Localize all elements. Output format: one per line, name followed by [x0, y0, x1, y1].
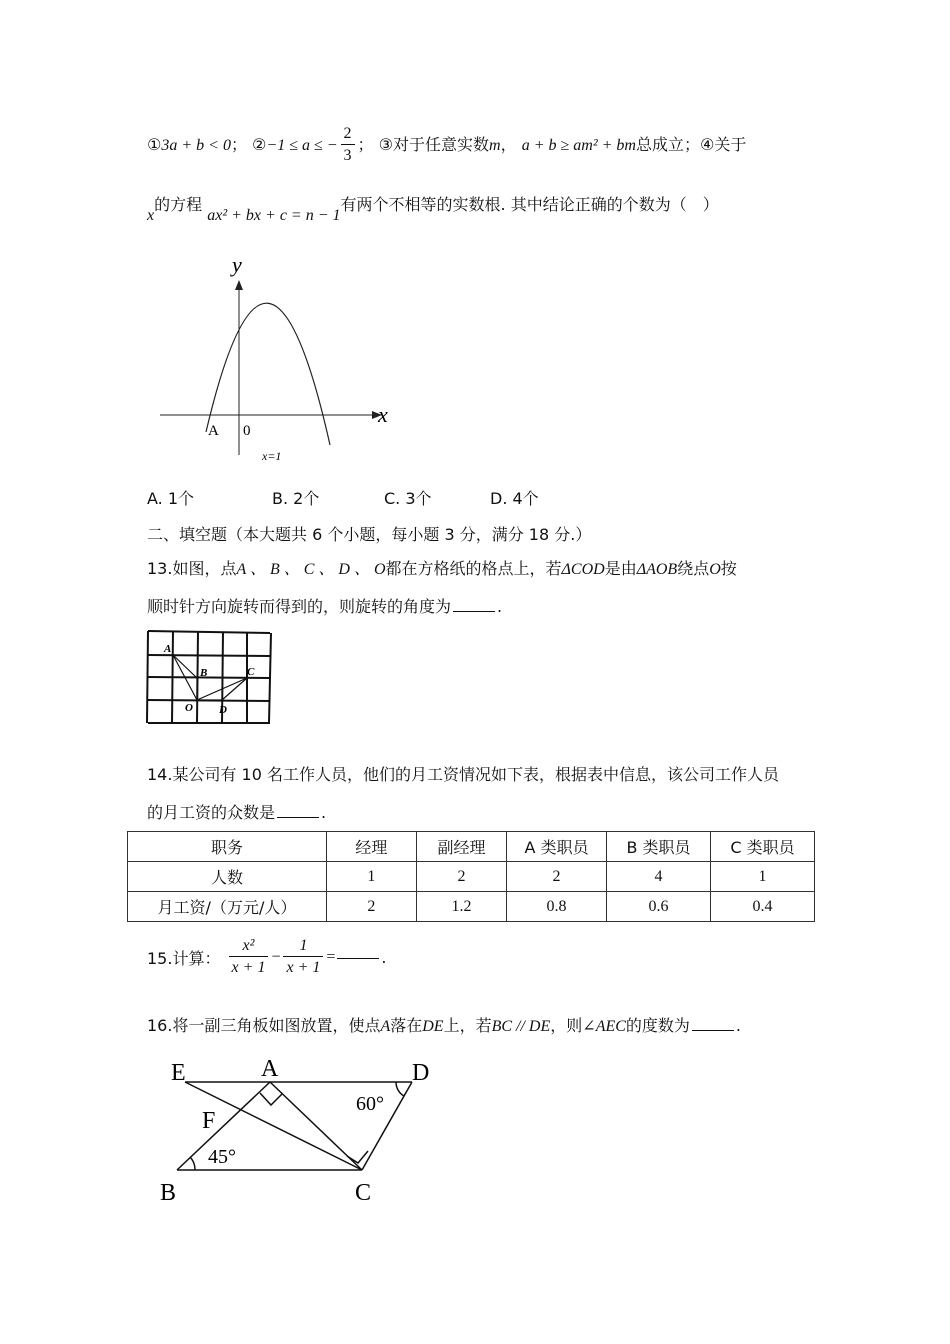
q12-stmt2-fraction: [341, 124, 355, 167]
grid-label-o: O: [185, 702, 193, 714]
table-header-row: [128, 832, 815, 862]
label-b: B: [160, 1180, 177, 1206]
q15-equals: =: [326, 948, 336, 966]
grid-label-b: B: [200, 667, 208, 679]
q13-pt: O: [709, 561, 721, 578]
q13-line2: [147, 594, 502, 617]
q12-stmt2-left: −1 ≤ a ≤ −: [266, 137, 338, 154]
q13-line1: [147, 556, 737, 579]
table-cell: 2: [416, 862, 506, 892]
section-heading: 二、填空题（本大题共 6 个小题，每小题 3 分，满分 18 分.）: [147, 525, 592, 544]
table-row: [128, 892, 815, 922]
q12-sep1: ；: [230, 135, 247, 154]
label-e: E: [171, 1060, 186, 1086]
q16-pt-a: A: [380, 1018, 391, 1035]
q12-option-b[interactable]: B. 2个: [272, 489, 320, 508]
table-row: [128, 862, 815, 892]
q15-label: 15.计算：: [147, 949, 221, 968]
q15-period: .: [381, 948, 387, 967]
q13-text-line2: 顺时针方向旋转而得到的，则旋转的角度为: [147, 597, 452, 616]
q15-den2: x + 1: [286, 959, 321, 976]
q15-num2: 1: [283, 936, 323, 957]
table-cell: 月工资/（万元/人）: [128, 892, 327, 922]
q14-line2: [147, 800, 326, 823]
table-header-cell: 职务: [128, 832, 327, 862]
q12-stmt1-expr: 3a + b < 0: [161, 137, 231, 154]
label-a: A: [261, 1056, 279, 1082]
q12-parabola-graph: [150, 250, 400, 470]
table-cell: 1.2: [416, 892, 506, 922]
q13-text-a: 13.如图，点: [147, 559, 237, 578]
q13-period: .: [497, 597, 503, 616]
table-cell: 1: [710, 862, 814, 892]
q16-text-e: 的度数为: [625, 1016, 690, 1035]
table-cell: 2: [507, 862, 607, 892]
q14-line1: 14.某公司有 10 名工作人员，他们的月工资情况如下表，根据表中信息，该公司工作人员: [147, 765, 779, 784]
q15-den1: x + 1: [231, 959, 266, 976]
q13-tri2: ΔAOB: [636, 561, 678, 578]
q16-period: .: [735, 1016, 742, 1035]
q12-option-a[interactable]: A. 1个: [147, 489, 195, 508]
q14-period: .: [321, 803, 327, 822]
y-axis-label: y: [232, 252, 242, 277]
q12-stmt2-den: 3: [343, 147, 352, 164]
table-cell: 4: [607, 862, 711, 892]
table-header-cell: 副经理: [416, 832, 506, 862]
grid-label-d: D: [219, 704, 227, 716]
q13-rot: 绕点: [677, 559, 710, 578]
q13-text-b: 都在方格纸的格点上，若: [385, 559, 562, 578]
table-cell: 0.8: [507, 892, 607, 922]
q12-equation: ax² + bx + c = n − 1: [207, 207, 341, 224]
q13-end: 按: [720, 559, 737, 578]
table-cell: 人数: [128, 862, 327, 892]
table-header-cell: 经理: [326, 832, 416, 862]
angle-60-label: 60°: [356, 1093, 384, 1115]
table-cell: 2: [326, 892, 416, 922]
table-header-cell: A 类职员: [507, 832, 607, 862]
q16-line: [147, 1013, 741, 1036]
angle-45-label: 45°: [208, 1146, 236, 1168]
q16-answer-blank[interactable]: [692, 1029, 734, 1031]
q12-line2-b: 有两个不相等的实数根. 其中结论正确的个数为（ ）: [340, 195, 719, 214]
q12-stmt1-marker: ①: [147, 135, 162, 154]
q12-line2-var: x: [147, 207, 155, 224]
q12-option-d[interactable]: D. 4个: [490, 489, 539, 508]
table-header-cell: B 类职员: [607, 832, 711, 862]
grid-label-c: C: [247, 666, 255, 678]
label-f: F: [202, 1108, 216, 1134]
q16-text-d: ，则: [550, 1016, 583, 1035]
q15-minus: −: [271, 948, 281, 966]
table-cell: 0.6: [607, 892, 711, 922]
q12-sep2: ；: [357, 135, 374, 154]
q15-fraction-2: [283, 936, 323, 979]
q12-stmt3-expr: a + b ≥ am² + bm: [521, 137, 636, 154]
q12-stmt3-var: m: [489, 137, 501, 154]
table-cell: 0.4: [710, 892, 814, 922]
q16-text-b: 落在: [390, 1016, 423, 1035]
q15-line: [147, 936, 387, 979]
q16-triangle-figure: [150, 1050, 450, 1210]
q13-tri1: ΔCOD: [561, 561, 605, 578]
q16-text-c: 上，若: [443, 1016, 492, 1035]
q12-stmt3-comma: ，: [500, 135, 517, 154]
q15-fraction-1: [229, 936, 269, 979]
q13-mid: 是由: [604, 559, 637, 578]
axis-of-symmetry-label: x=1: [262, 449, 282, 463]
parabola-curve: [206, 303, 330, 445]
q12-stmt3-text: ③对于任意实数: [378, 135, 490, 154]
q14-text-line2: 的月工资的众数是: [147, 803, 276, 822]
q15-answer-blank[interactable]: [337, 957, 379, 959]
label-c: C: [355, 1180, 372, 1206]
q12-stmt3-tail: 总成立；④关于: [635, 135, 747, 154]
q12-stmt2-num: 2: [341, 124, 355, 145]
q12-stmt2-marker: ②: [252, 135, 267, 154]
x-axis-label: x: [378, 402, 388, 427]
table-header-cell: C 类职员: [710, 832, 814, 862]
table-cell: 1: [326, 862, 416, 892]
q13-points: A 、 B 、 C 、 D 、 O: [236, 561, 386, 578]
q16-angle: ∠AEC: [582, 1018, 626, 1035]
q12-line1: [147, 124, 746, 167]
y-axis-arrow: [235, 280, 243, 290]
q12-option-c[interactable]: C. 3个: [384, 489, 432, 508]
q16-text-a: 16.将一副三角板如图放置，使点: [147, 1016, 381, 1035]
q12-line2-a: 的方程: [154, 195, 203, 214]
point-a-label: A: [208, 423, 219, 439]
q12-line2: [147, 192, 719, 224]
q13-grid-figure: [143, 627, 278, 727]
q16-cond: BC // DE: [491, 1018, 551, 1035]
q16-de: DE: [422, 1018, 444, 1035]
q13-answer-blank[interactable]: [453, 610, 495, 612]
q14-answer-blank[interactable]: [277, 816, 319, 818]
origin-label: 0: [243, 423, 251, 439]
q15-num1: x²: [229, 936, 269, 957]
grid-label-a: A: [164, 643, 172, 655]
salary-table: [127, 831, 815, 922]
label-d: D: [412, 1060, 430, 1086]
